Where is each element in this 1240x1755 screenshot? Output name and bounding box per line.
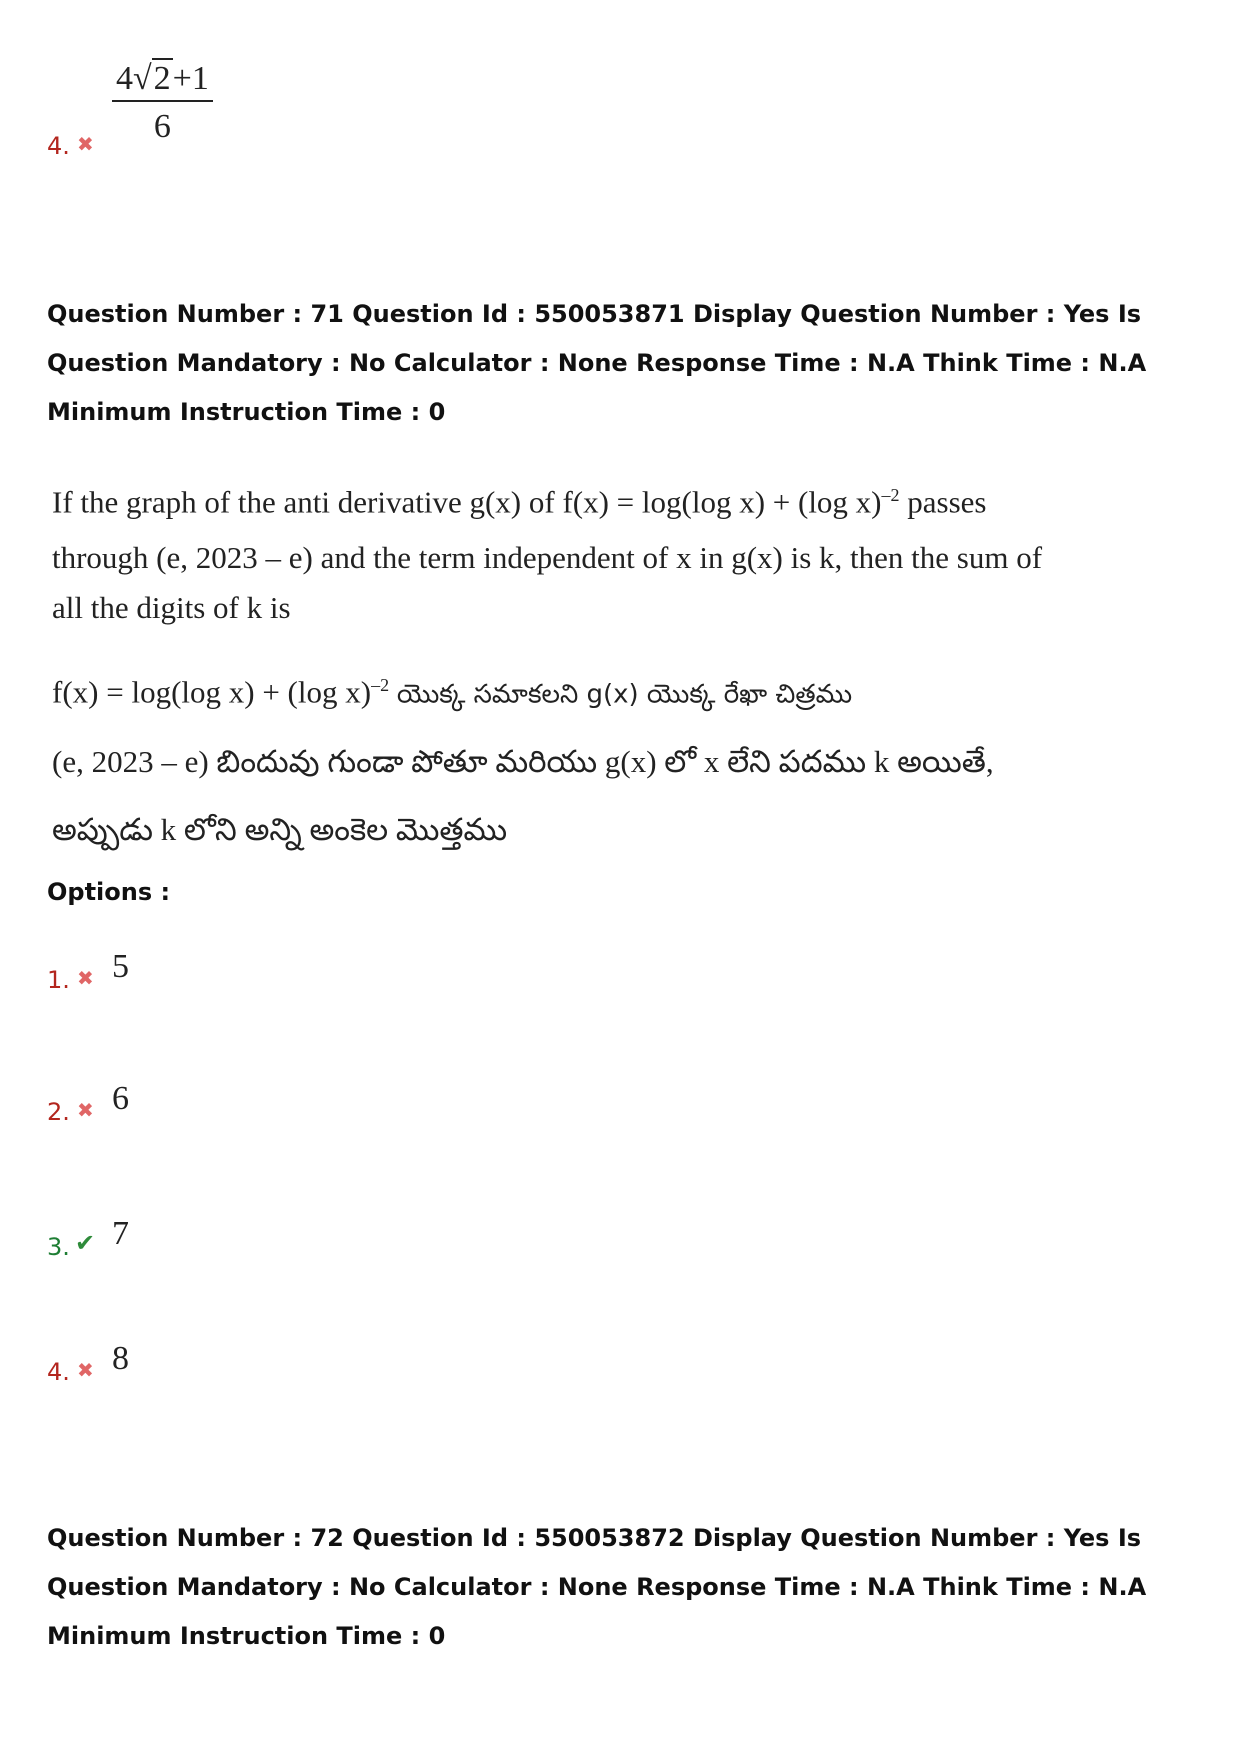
question-line: (e, 2023 – e) బిందువు గుండా పోతూ మరియు g(x) లో x లేని పదము k అయితే,	[52, 744, 994, 780]
question-meta-72: Question Number : 72 Question Id : 550053872 Display Question Number : Yes Is Question Mandatory : No Calculator : None Response Time : N.A Think Time : N.A Minimum Instruction Time : 0	[47, 1524, 1147, 1650]
option-number: 2.	[47, 1098, 70, 1126]
question-meta-71: Question Number : 71 Question Id : 550053871 Display Question Number : Yes Is Question Mandatory : No Calculator : None Response Time : N.A Think Time : N.A Minimum Instruction Time : 0	[47, 300, 1147, 426]
question-line: అప్పుడు k లోని అన్ని అంకెల మొత్తము	[52, 812, 508, 848]
option-value: 5	[112, 948, 129, 985]
option-3	[47, 1215, 347, 1265]
question-line: If the graph of the anti derivative g(x) of f(x) = log(log x) + (log x)$^{-2}$ passes	[52, 484, 987, 520]
question-line: all the digits of k is	[52, 590, 291, 626]
option-number: 3.	[47, 1233, 70, 1261]
question-text-telugu	[52, 665, 994, 850]
cross-icon: ✖	[77, 966, 94, 990]
option-4	[47, 1340, 347, 1390]
option-value: 7	[112, 1215, 129, 1252]
option-value: 6	[112, 1080, 129, 1117]
prev-option-4	[47, 60, 347, 170]
cross-icon: ✖	[77, 1098, 94, 1122]
check-icon: ✔	[75, 1229, 96, 1257]
cross-icon: ✖	[77, 1358, 94, 1382]
option-number: 1.	[47, 966, 70, 994]
question-line: f(x) = log(log x) + (log x)$^{-2}$ యొక్క సమాకలని g(x) యొక్క రేఖా చిత్రము	[52, 674, 853, 710]
option-2	[47, 1080, 347, 1130]
options-label: Options :	[47, 878, 171, 906]
cross-icon: ✖	[77, 132, 94, 156]
option-1	[47, 948, 347, 998]
question-line: through (e, 2023 – e) and the term independent of x in g(x) is k, then the sum of	[52, 540, 1043, 576]
question-text-english	[52, 475, 1043, 628]
fraction-answer: $\frac{4√2+1}{6}$	[112, 60, 213, 146]
option-number: 4.	[47, 132, 70, 160]
option-number: 4.	[47, 1358, 70, 1386]
option-value: 8	[112, 1340, 129, 1377]
